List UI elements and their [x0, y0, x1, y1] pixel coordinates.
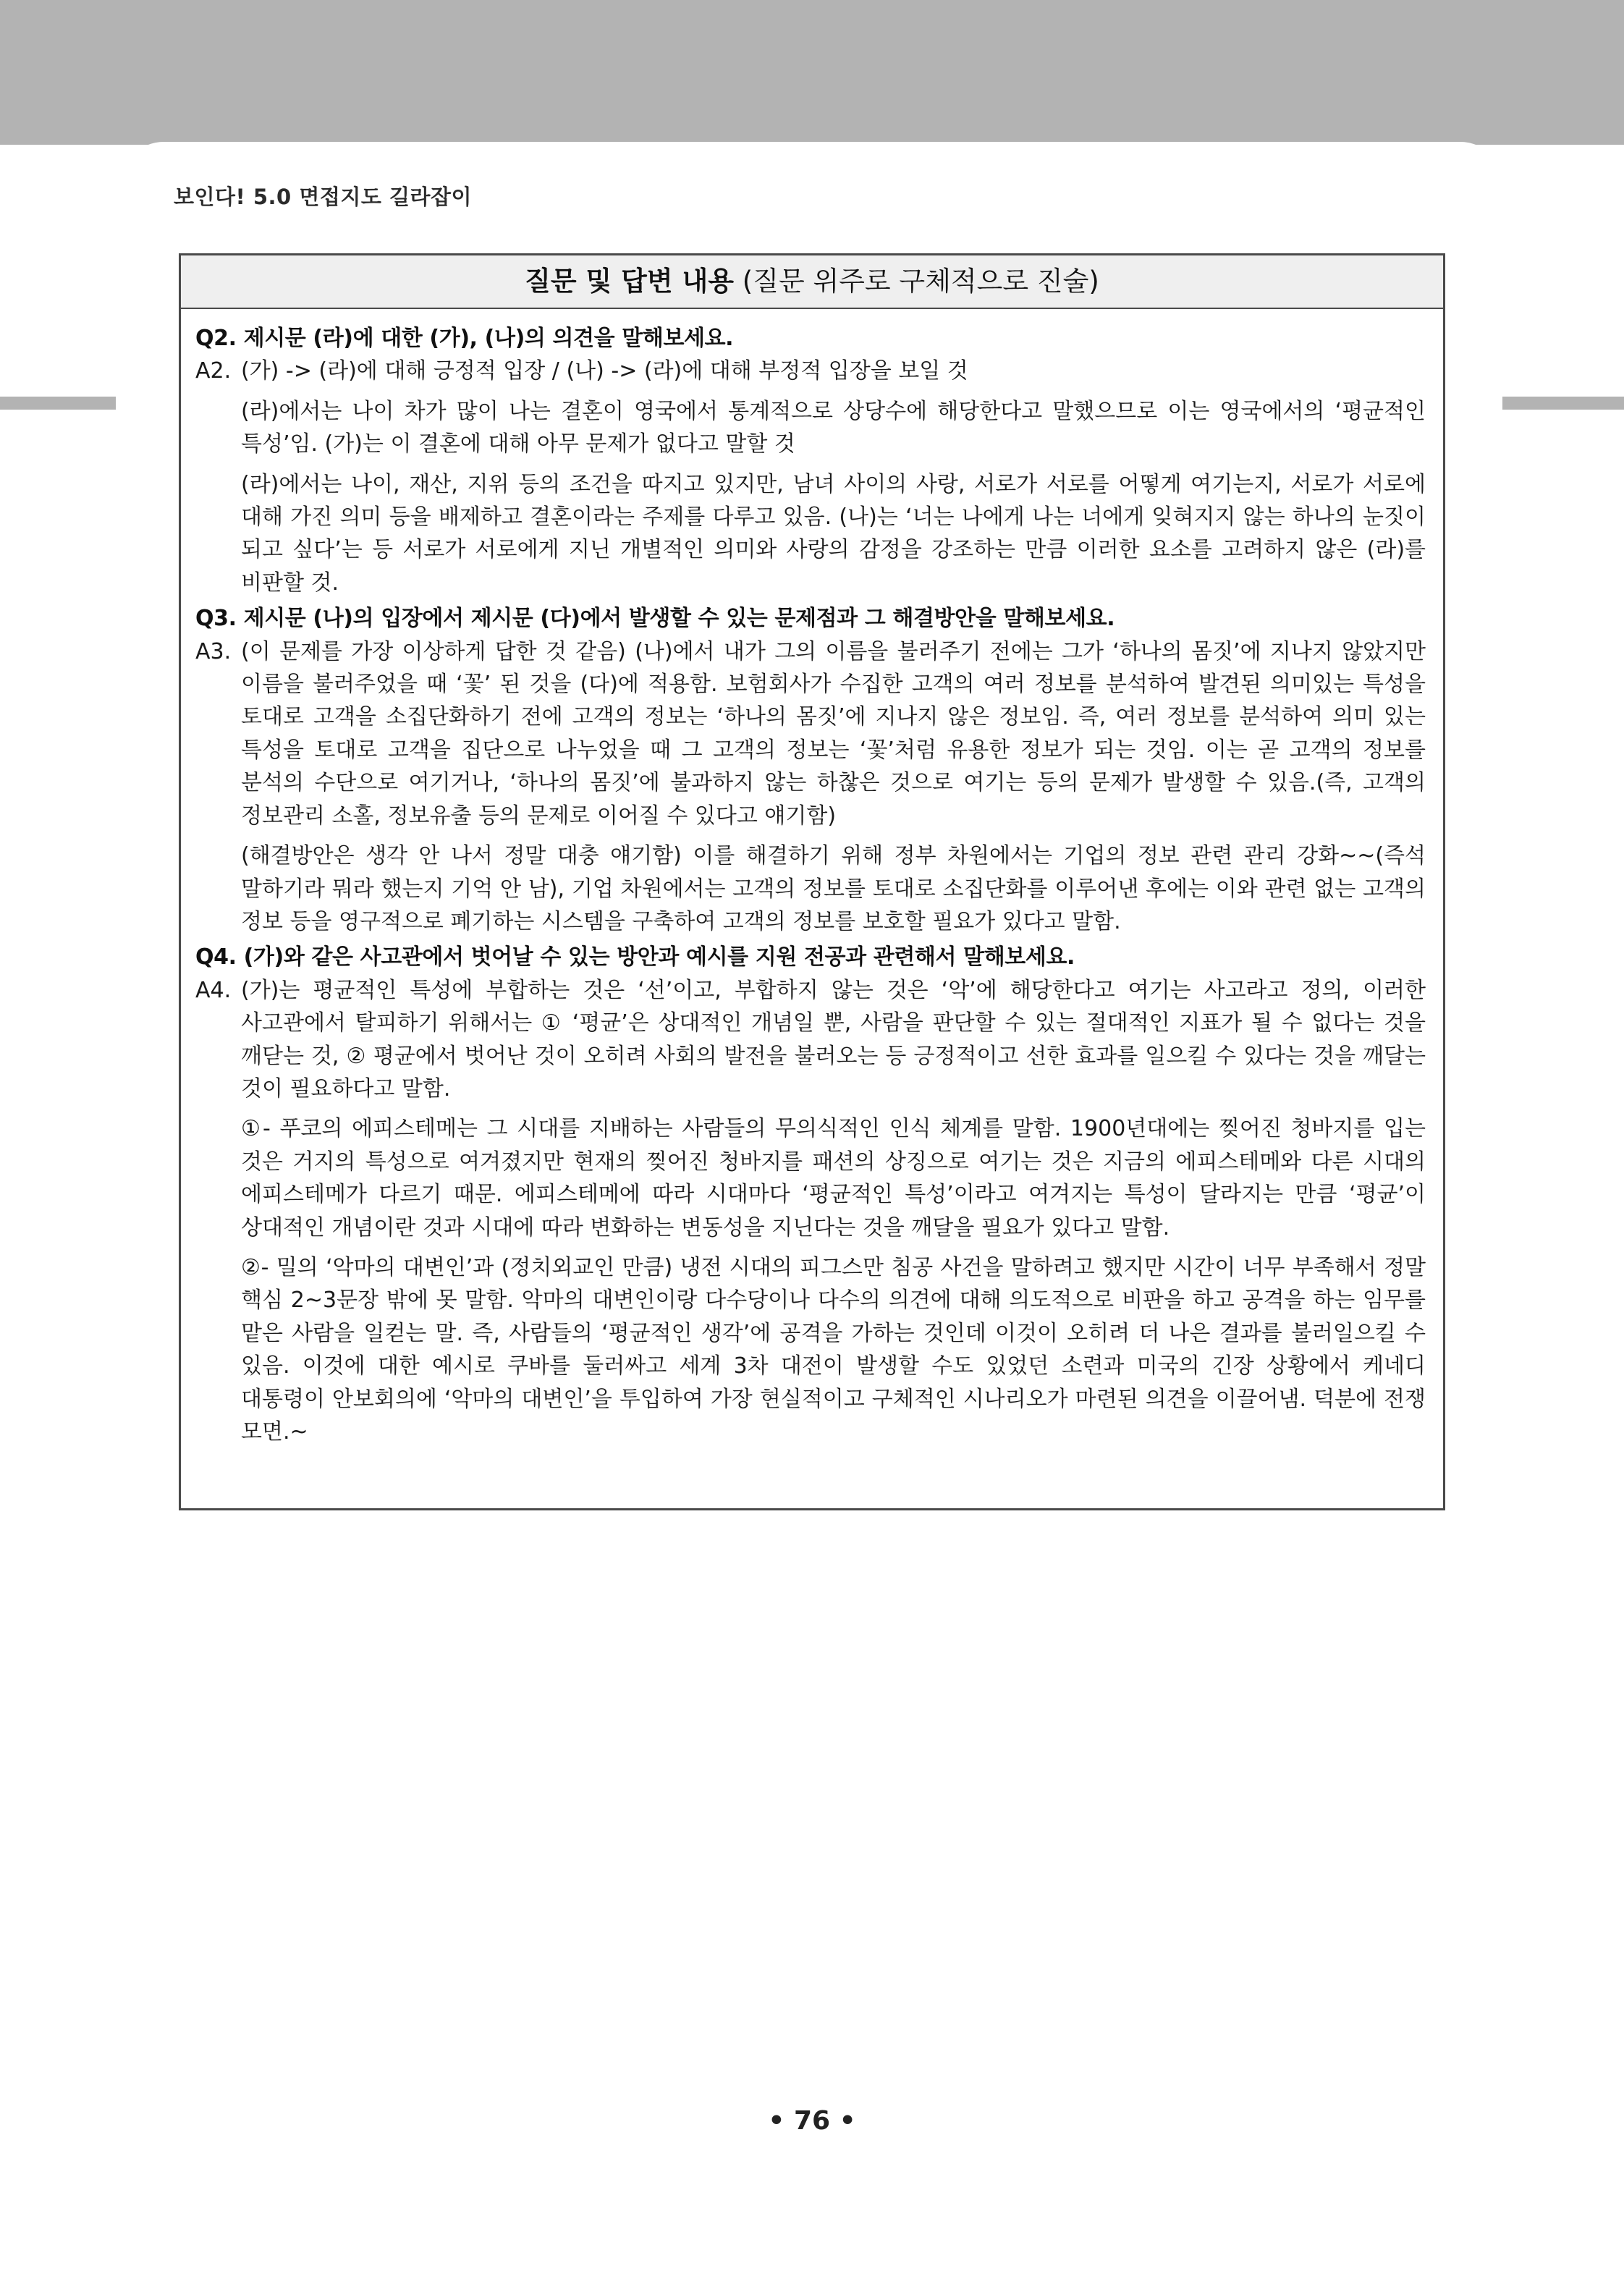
qa-section-q4 [195, 941, 1426, 1448]
answer-label: A2. [195, 358, 232, 384]
box-header-title: 질문 및 답변 내용 [525, 266, 734, 297]
qa-section-q2 [195, 322, 1426, 599]
box-header [181, 255, 1443, 309]
question: Q4. (가)와 같은 사고관에서 벗어날 수 있는 방안과 예시를 지원 전공과 관련해서 말해보세요. [195, 944, 1075, 971]
answer-text: (가)는 평균적인 특성에 부합하는 것은 ‘선’이고, 부합하지 않는 것은 ‘악’에 해당한다고 여기는 사고라고 정의, 이러한 사고관에서 탈피하기 위해서는 ① ‘평균’은 상대적인 개념일 뿐, 사람을 판단할 수 있는 절대적인 지표가 될 수 없다는 것을 깨닫는 것, ② 평균에서 벗어난 것이 오히려 사회의 발전을 불러오는 등 긍정적이고 선한 효과를 일으킬 수 있다는 것을 깨달는 것이 필요하다고 말함. [241, 977, 1426, 1102]
running-header: 보인다! 5.0 면접지도 길라잡이 [174, 185, 473, 209]
qa-section-q3 [195, 602, 1426, 938]
answer-paragraph: (라)에서는 나이 차가 많이 나는 결혼이 영국에서 통계적으로 상당수에 해당한다고 말했으므로 이는 영국에서의 ‘평균적인 특성’임. (가)는 이 결혼에 대해 아무 문제가 없다고 말할 것 [241, 398, 1426, 457]
box-header-subtitle: (질문 위주로 구체적으로 진술) [734, 266, 1099, 297]
qa-box [179, 253, 1445, 1510]
question: Q2. 제시문 (라)에 대한 (가), (나)의 의견을 말해보세요. [195, 326, 734, 351]
question: Q3. 제시문 (나)의 입장에서 제시문 (다)에서 발생할 수 있는 문제점과 그 해결방안을 말해보세요. [195, 606, 1115, 632]
decor-bar-left [0, 397, 116, 410]
answer-label: A3. [195, 638, 232, 664]
answer-text: (이 문제를 가장 이상하게 답한 것 같음) (나)에서 내가 그의 이름을 불러주기 전에는 그가 ‘하나의 몸짓’에 지나지 않았지만 이름을 불러주었을 때 ‘꽃’ 된 것을 (다)에 적용함. 보험회사가 수집한 고객의 여러 정보를 분석하여 발견된 의미있는 특성을 토대로 고객을 소집단화하기 전에 고객의 정보는 ‘하나의 몸짓’에 지나지 않은 정보임. 즉, 여러 정보를 분석하여 의미 있는 특성을 토대로 고객을 집단으로 나누었을 때 그 고객의 정보는 ‘꽃’처럼 유용한 정보가 되는 것임. 이는 곧 고객의 정보를 분석의 수단으로 여기거나, ‘하나의 몸짓’에 불과하지 않는 하찮은 것으로 여기는 등의 문제가 발생할 수 있음.(즉, 고객의 정보관리 소홀, 정보유출 등의 문제로 이어질 수 있다고 얘기함) [241, 638, 1426, 829]
page-number: • 76 • [768, 2106, 856, 2136]
answer-paragraph: (해결방안은 생각 안 나서 정말 대충 얘기함) 이를 해결하기 위해 정부 차원에서는 기업의 정보 관련 관리 강화~~(즉석 말하기라 뭐라 했는지 기억 안 남), 기업 차원에서는 고객의 정보를 토대로 소집단화를 이루어낸 후에는 이와 관련 없는 고객의 정보 등을 영구적으로 폐기하는 시스템을 구축하여 고객의 정보를 보호할 필요가 있다고 말함. [241, 843, 1426, 934]
answer-paragraph: (라)에서는 나이, 재산, 지위 등의 조건을 따지고 있지만, 남녀 사이의 사랑, 서로가 서로를 어떻게 여기는지, 서로가 서로에 대해 가진 의미 등을 배제하고 결혼이라는 주제를 다루고 있음. (나)는 ‘너는 나에게 나는 너에게 잊혀지지 않는 하나의 눈짓이 되고 싶다’는 등 서로가 서로에게 지닌 개별적인 의미와 사랑의 감정을 강조하는 만큼 이러한 요소를 고려하지 않은 (라)를 비판할 것. [241, 471, 1426, 596]
answer-text: (가) -> (라)에 대해 긍정적 입장 / (나) -> (라)에 대해 부정적 입장을 보일 것 [241, 358, 968, 384]
answer-label: A4. [195, 977, 232, 1003]
decor-bar-right [1502, 397, 1624, 410]
answer-paragraph: ①- 푸코의 에피스테메는 그 시대를 지배하는 사람들의 무의식적인 인식 체계를 말함. 1900년대에는 찢어진 청바지를 입는 것은 거지의 특성으로 여겨졌지만 현재의 찢어진 청바지를 패션의 상징으로 여기는 것은 지금의 에피스테메와 다른 시대의 에피스테메가 다르기 때문. 에피스테메에 따라 시대마다 ‘평균적인 특성’이라고 여겨지는 특성이 달라지는 만큼 ‘평균’이 상대적인 개념이란 것과 시대에 따라 변화하는 변동성을 지닌다는 것을 깨달을 필요가 있다고 말함. [241, 1116, 1426, 1240]
top-band [0, 0, 1624, 145]
answer [195, 974, 1426, 1106]
answer [195, 355, 1426, 387]
box-body [181, 309, 1443, 1448]
answer [195, 635, 1426, 832]
answer-paragraph: ②- 밀의 ‘악마의 대변인’과 (정치외교인 만큼) 냉전 시대의 피그스만 침공 사건을 말하려고 했지만 시간이 너무 부족해서 정말 핵심 2~3문장 밖에 못 말함. 악마의 대변인이랑 다수당이나 다수의 의견에 대해 의도적으로 비판을 하고 공격을 하는 임무를 맡은 사람을 일컫는 말. 즉, 사람들의 ‘평균적인 생각’에 공격을 가하는 것인데 이것이 오히려 더 나은 결과를 불러일으킬 수 있음. 이것에 대한 예시로 쿠바를 둘러싸고 세계 3차 대전이 발생할 수도 있었던 소련과 미국의 긴장 상황에서 케네디 대통령이 안보회의에 ‘악마의 대변인’을 투입하여 가장 현실적이고 구체적인 시나리오가 마련된 의견을 이끌어냄. 덕분에 전쟁 모면.~ [241, 1254, 1426, 1445]
